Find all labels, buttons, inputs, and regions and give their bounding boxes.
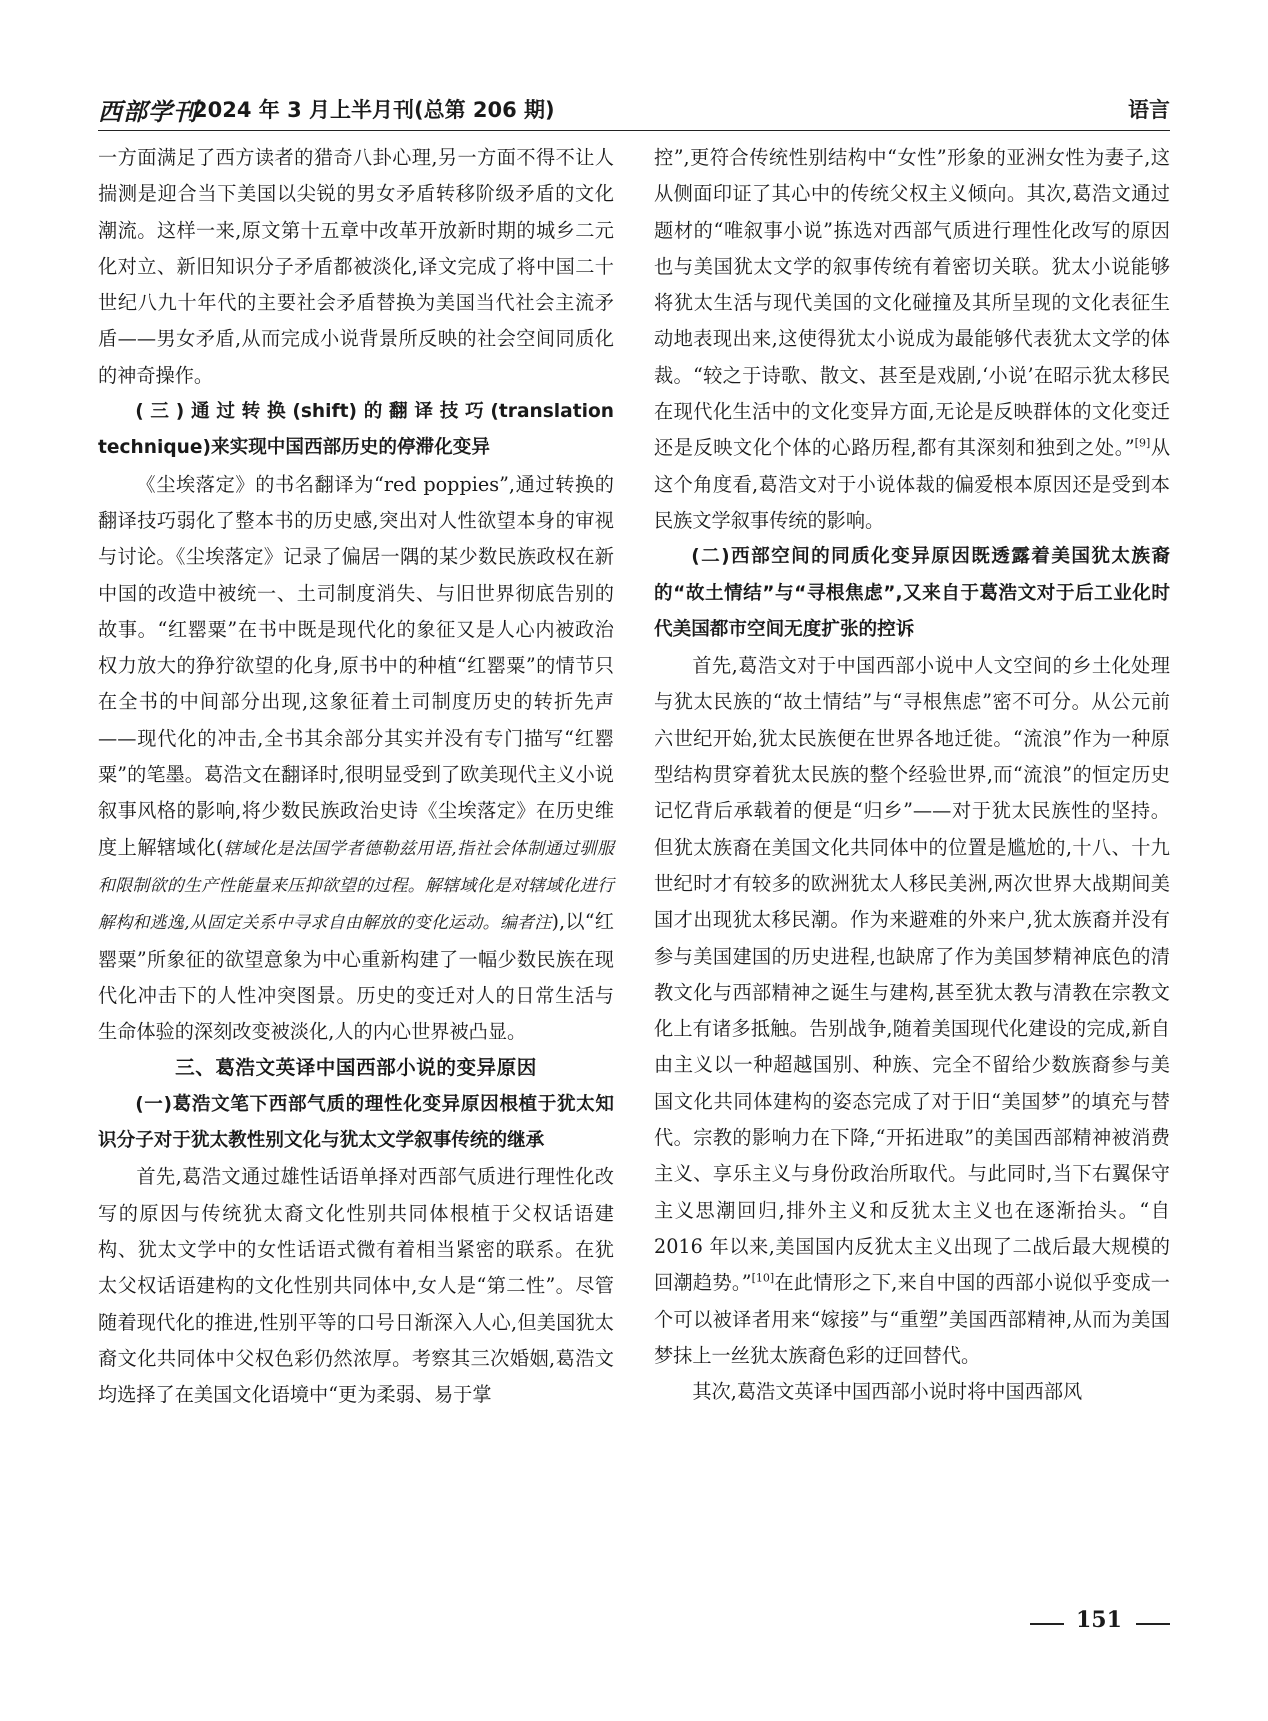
right-column: [654, 140, 1170, 1410]
paragraph-text: ),以“红罂粟”所象征的欲望意象为中心重新构建了一幅少数民族在现代化冲击下的人性冲突图景。历史的变迁对人的日常生活与生命体验的深刻改变被淡化,人的内心世界被凸显。: [98, 910, 614, 1044]
paragraph-text: 从这个角度看,葛浩文对于小说体裁的偏爱根本原因还是受到本民族文学叙事传统的影响。: [654, 436, 1171, 532]
paragraph: 首先,葛浩文通过雄性话语单择对西部气质进行理性化改写的原因与传统犹太裔文化性别共同体根植于父权话语建构、犹太文学中的女性话语式微有着相当紧密的联系。在犹太父权话语建构的文化性别共同体中,女人是“第二性”。尽管随着现代化的推进,性别平等的口号日渐深入人心,但美国犹太裔文化共同体中父权色彩仍然浓厚。考察其三次婚姻,葛浩文均选择了在美国文化语境中“更为柔弱、易于掌: [98, 1165, 614, 1407]
paragraph: 一方面满足了西方读者的猎奇八卦心理,另一方面不得不让人揣测是迎合当下美国以尖锐的男女矛盾转移阶级矛盾的文化潮流。这样一来,原文第十五章中改革开放新时期的城乡二元化对立、新旧知识分子矛盾都被淡化,译文完成了将中国二十世纪八九十年代的主要社会矛盾替换为美国当代社会主流矛盾——男女矛盾,从而完成小说背景所反映的社会空间同质化的神奇操作。: [98, 146, 614, 387]
page-number: 151: [1076, 1607, 1122, 1633]
page-footer: [1030, 1607, 1170, 1647]
section-heading: 三、葛浩文英译中国西部小说的变异原因: [175, 1056, 537, 1080]
citation-ref: [10]: [751, 1271, 775, 1285]
editor-note: 辖域化是法国学者德勒兹用语,指社会体制通过驯服和限制欲的生产性能量来压抑欲望的过程。解辖域化是对辖域化进行解构和逃逸,从固定关系中寻求自由解放的变化运动。编者注: [98, 838, 614, 934]
paragraph-text: 控”,更符合传统性别结构中“女性”形象的亚洲女性为妻子,这从侧面印证了其心中的传统父权主义倾向。其次,葛浩文通过题材的“唯叙事小说”拣选对西部气质进行理性化改写的原因也与美国犹太文学的叙事传统有着密切关联。犹太小说能够将犹太生活与现代美国的文化碰撞及其所呈现的文化表征生动地表现出来,这使得犹太小说成为最能够代表犹太文学的体裁。“较之于诗歌、散文、甚至是戏剧,‘小说’在昭示犹太移民在现代化生活中的文化变异方面,无论是反映群体的文化变迁还是反映文化个体的心路历程,都有其深刻和独到之处。”: [654, 146, 1170, 460]
left-column: [98, 140, 614, 1413]
paragraph: 其次,葛浩文英译中国西部小说时将中国西部风: [692, 1380, 1083, 1404]
subsection-heading: (二)西部空间的同质化变异原因既透露着美国犹太族裔的“故土情结”与“寻根焦虑”,又来自于葛浩文对于后工业化时代美国都市空间无度扩张的控诉: [654, 546, 1170, 640]
page-header: [98, 90, 1170, 131]
journal-logo: 西部学刊: [98, 97, 198, 126]
paragraph-text: 在此情形之下,来自中国的西部小说似乎变成一个可以被译者用来“嫁接”与“重塑”美国西部精神,从而为美国梦抹上一丝犹太族裔色彩的迂回替代。: [654, 1271, 1170, 1367]
citation-ref: [9]: [1134, 436, 1151, 450]
footer-dash-left: [1030, 1623, 1064, 1625]
footer-dash-right: [1136, 1623, 1170, 1625]
issue-info: 2024 年 3 月上半月刊(总第 206 期): [193, 98, 555, 122]
subsection-heading: (一)葛浩文笔下西部气质的理性化变异原因根植于犹太知识分子对于犹太教性别文化与犹太文学叙事传统的继承: [98, 1093, 614, 1152]
paragraph-text: 《尘埃落定》的书名翻译为“red poppies”,通过转换的翻译技巧弱化了整本书的历史感,突出对人性欲望本身的审视与讨论。《尘埃落定》记录了偏居一隅的某少数民族政权在新中国的改造中被统一、土司制度消失、与旧世界彻底告别的故事。“红罂粟”在书中既是现代化的象征又是人心内被政治权力放大的狰狞欲望的化身,原书中的种植“红罂粟”的情节只在全书的中间部分出现,这象征着土司制度历史的转折先声——现代化的冲击,全书其余部分其实并没有专门描写“红罂粟”的笔墨。葛浩文在翻译时,很明显受到了欧美现代主义小说叙事风格的影响,将少数民族政治史诗《尘埃落定》在历史维度上解辖域化(: [98, 472, 614, 859]
paragraph: [98, 467, 614, 1051]
section-name: 语言: [1128, 98, 1170, 122]
paragraph-text: 首先,葛浩文对于中国西部小说中人文空间的乡土化处理与犹太民族的“故土情结”与“寻根焦虑”密不可分。从公元前六世纪开始,犹太民族便在世界各地迁徙。“流浪”作为一种原型结构贯穿着犹太民族的整个经验世界,而“流浪”的恒定历史记忆背后承载着的便是“归乡”——对于犹太民族性的坚持。但犹太族裔在美国文化共同体中的位置是尴尬的,十八、十九世纪时才有较多的欧洲犹太人移民美洲,两次世界大战期间美国才出现犹太移民潮。作为来避难的外来户,犹太族裔并没有参与美国建国的历史进程,也缺席了作为美国梦精神底色的清教文化与西部精神之诞生与建构,甚至犹太教与清教在宗教文化上有诸多抵触。告别战争,随着美国现代化建设的完成,新自由主义以一种超越国别、种族、完全不留给少数族裔参与美国文化共同体建构的姿态完成了对于旧“美国梦”的填充与替代。宗教的影响力在下降,“开拓进取”的美国西部精神被消费主义、享乐主义与身份政治所取代。与此同时,当下右翼保守主义思潮回归,排外主义和反犹太主义也在逐渐抬头。“自 2016 年以来,美国国内反犹太主义出现了二战后最大规模的回潮趋势。”: [654, 654, 1170, 1295]
subsection-heading: (三)通过转换(shift)的翻译技巧(translation technique)来实现中国西部历史的停滞化变异: [98, 401, 614, 459]
paragraph: [654, 648, 1170, 1374]
paragraph: [654, 140, 1170, 539]
